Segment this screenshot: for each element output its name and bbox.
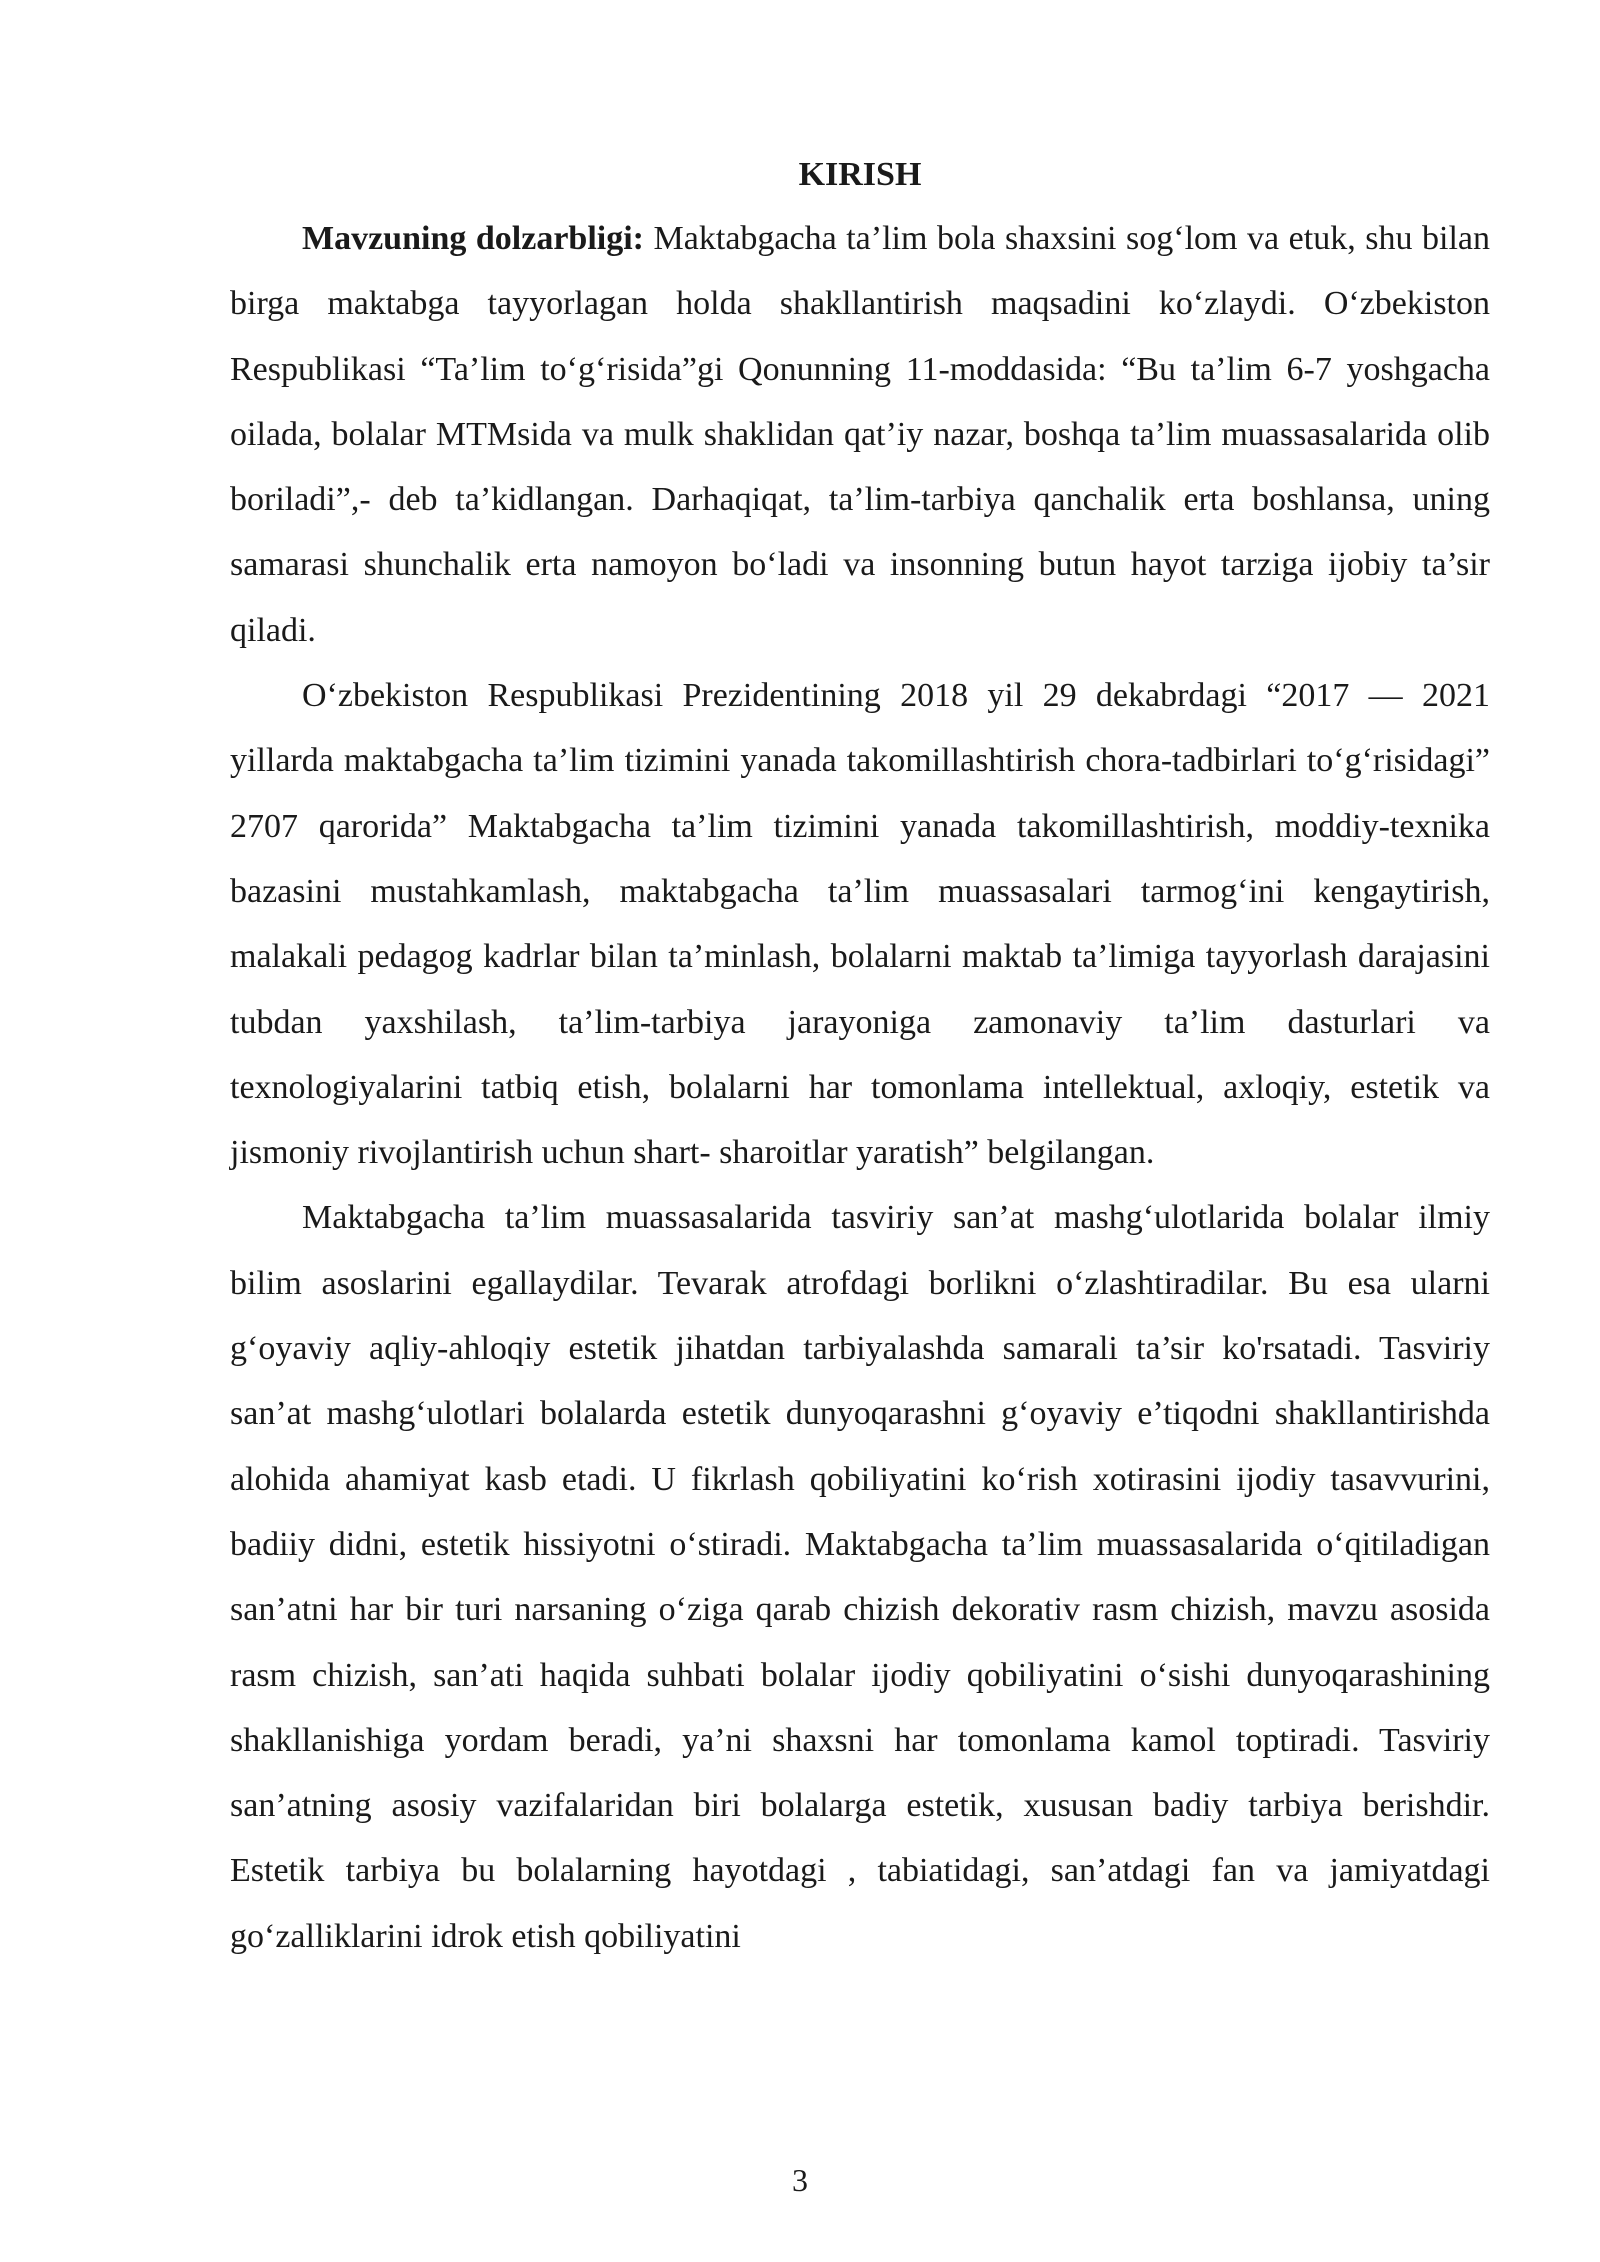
paragraph-relevance	[230, 206, 1490, 663]
page-content	[230, 150, 1490, 1969]
paragraph-text: Maktabgacha ta’lim bola shaxsini sog‘lom va etuk, shu bilan birga maktabga tayyorlagan holda shakllantirish maqsadini ko‘zlaydi. O‘zbekiston Respublikasi “Ta’lim to‘g‘risida”gi Qonunning 11-moddasida: “Bu ta’lim 6-7 yoshgacha oilada, bolalar MTMsida va mulk shaklidan qat’iy nazar, boshqa ta’lim muassasalarida olib boriladi”,- deb ta’kidlangan. Darhaqiqat, ta’lim-tarbiya qanchalik erta boshlansa, uning samarasi shunchalik erta namoyon bo‘ladi va insonning butun hayot tarziga ijobiy ta’sir qiladi.	[230, 220, 1490, 649]
paragraph-lead-label: Mavzuning dolzarbligi:	[302, 220, 645, 257]
section-heading: KIRISH	[798, 156, 922, 193]
paragraph-fine-arts: Maktabgacha ta’lim muassasalarida tasviriy san’at mashg‘ulotlarida bolalar ilmiy bilim asoslarini egallaydilar. Tevarak atrofdagi borlikni o‘zlashtiradilar. Bu esa ularni g‘oyaviy aqliy-ahloqiy estetik jihatdan tarbiyalashda samarali ta’sir ko'rsatadi. Tasviriy san’at mashg‘ulotlari bolalarda estetik dunyoqarashni g‘oyaviy e’tiqodni shakllantirishda alohida ahamiyat kasb etadi. U fikrlash qobiliyatini ko‘rish xotirasini ijodiy tasavvurini, badiiy didni, estetik hissiyotni o‘stiradi. Maktabgacha ta’lim muassasalarida o‘qitiladigan san’atni har bir turi narsaning o‘ziga qarab chizish dekorativ rasm chizish, mavzu asosida rasm chizish, san’ati haqida suhbati bolalar ijodiy qobiliyatini o‘sishi dunyoqarashining shakllanishiga yordam beradi, ya’ni shaxsni har tomonlama kamol toptiradi. Tasviriy san’atning asosiy vazifalaridan biri bolalarga estetik, xususan badiy tarbiya berishdir. Estetik tarbiya bu bolalarning hayotdagi , tabiatidagi, san’atdagi fan va jamiyatdagi go‘zalliklarini idrok etish qobiliyatini	[230, 1199, 1490, 1955]
paragraph-presidential-decree: O‘zbekiston Respublikasi Prezidentining 2018 yil 29 dekabrdagi “2017 — 2021 yillarda maktabgacha ta’lim tizimini yanada takomillashtirish chora-tadbirlari to‘g‘risidagi” 2707 qarorida” Maktabgacha ta’lim tizimini yanada takomillashtirish, moddiy-texnika bazasini mustahkamlash, maktabgacha ta’lim muassasalari tarmog‘ini kengaytirish, malakali pedagog kadrlar bilan ta’minlash, bolalarni maktab ta’limiga tayyorlash darajasini tubdan yaxshilash, ta’lim-tarbiya jarayoniga zamonaviy ta’lim dasturlari va texnologiyalarini tatbiq etish, bolalarni har tomonlama intellektual, axloqiy, estetik va jismoniy rivojlantirish uchun shart- sharoitlar yaratish” belgilangan.	[230, 677, 1490, 1172]
page-number: 3	[792, 2162, 808, 2198]
